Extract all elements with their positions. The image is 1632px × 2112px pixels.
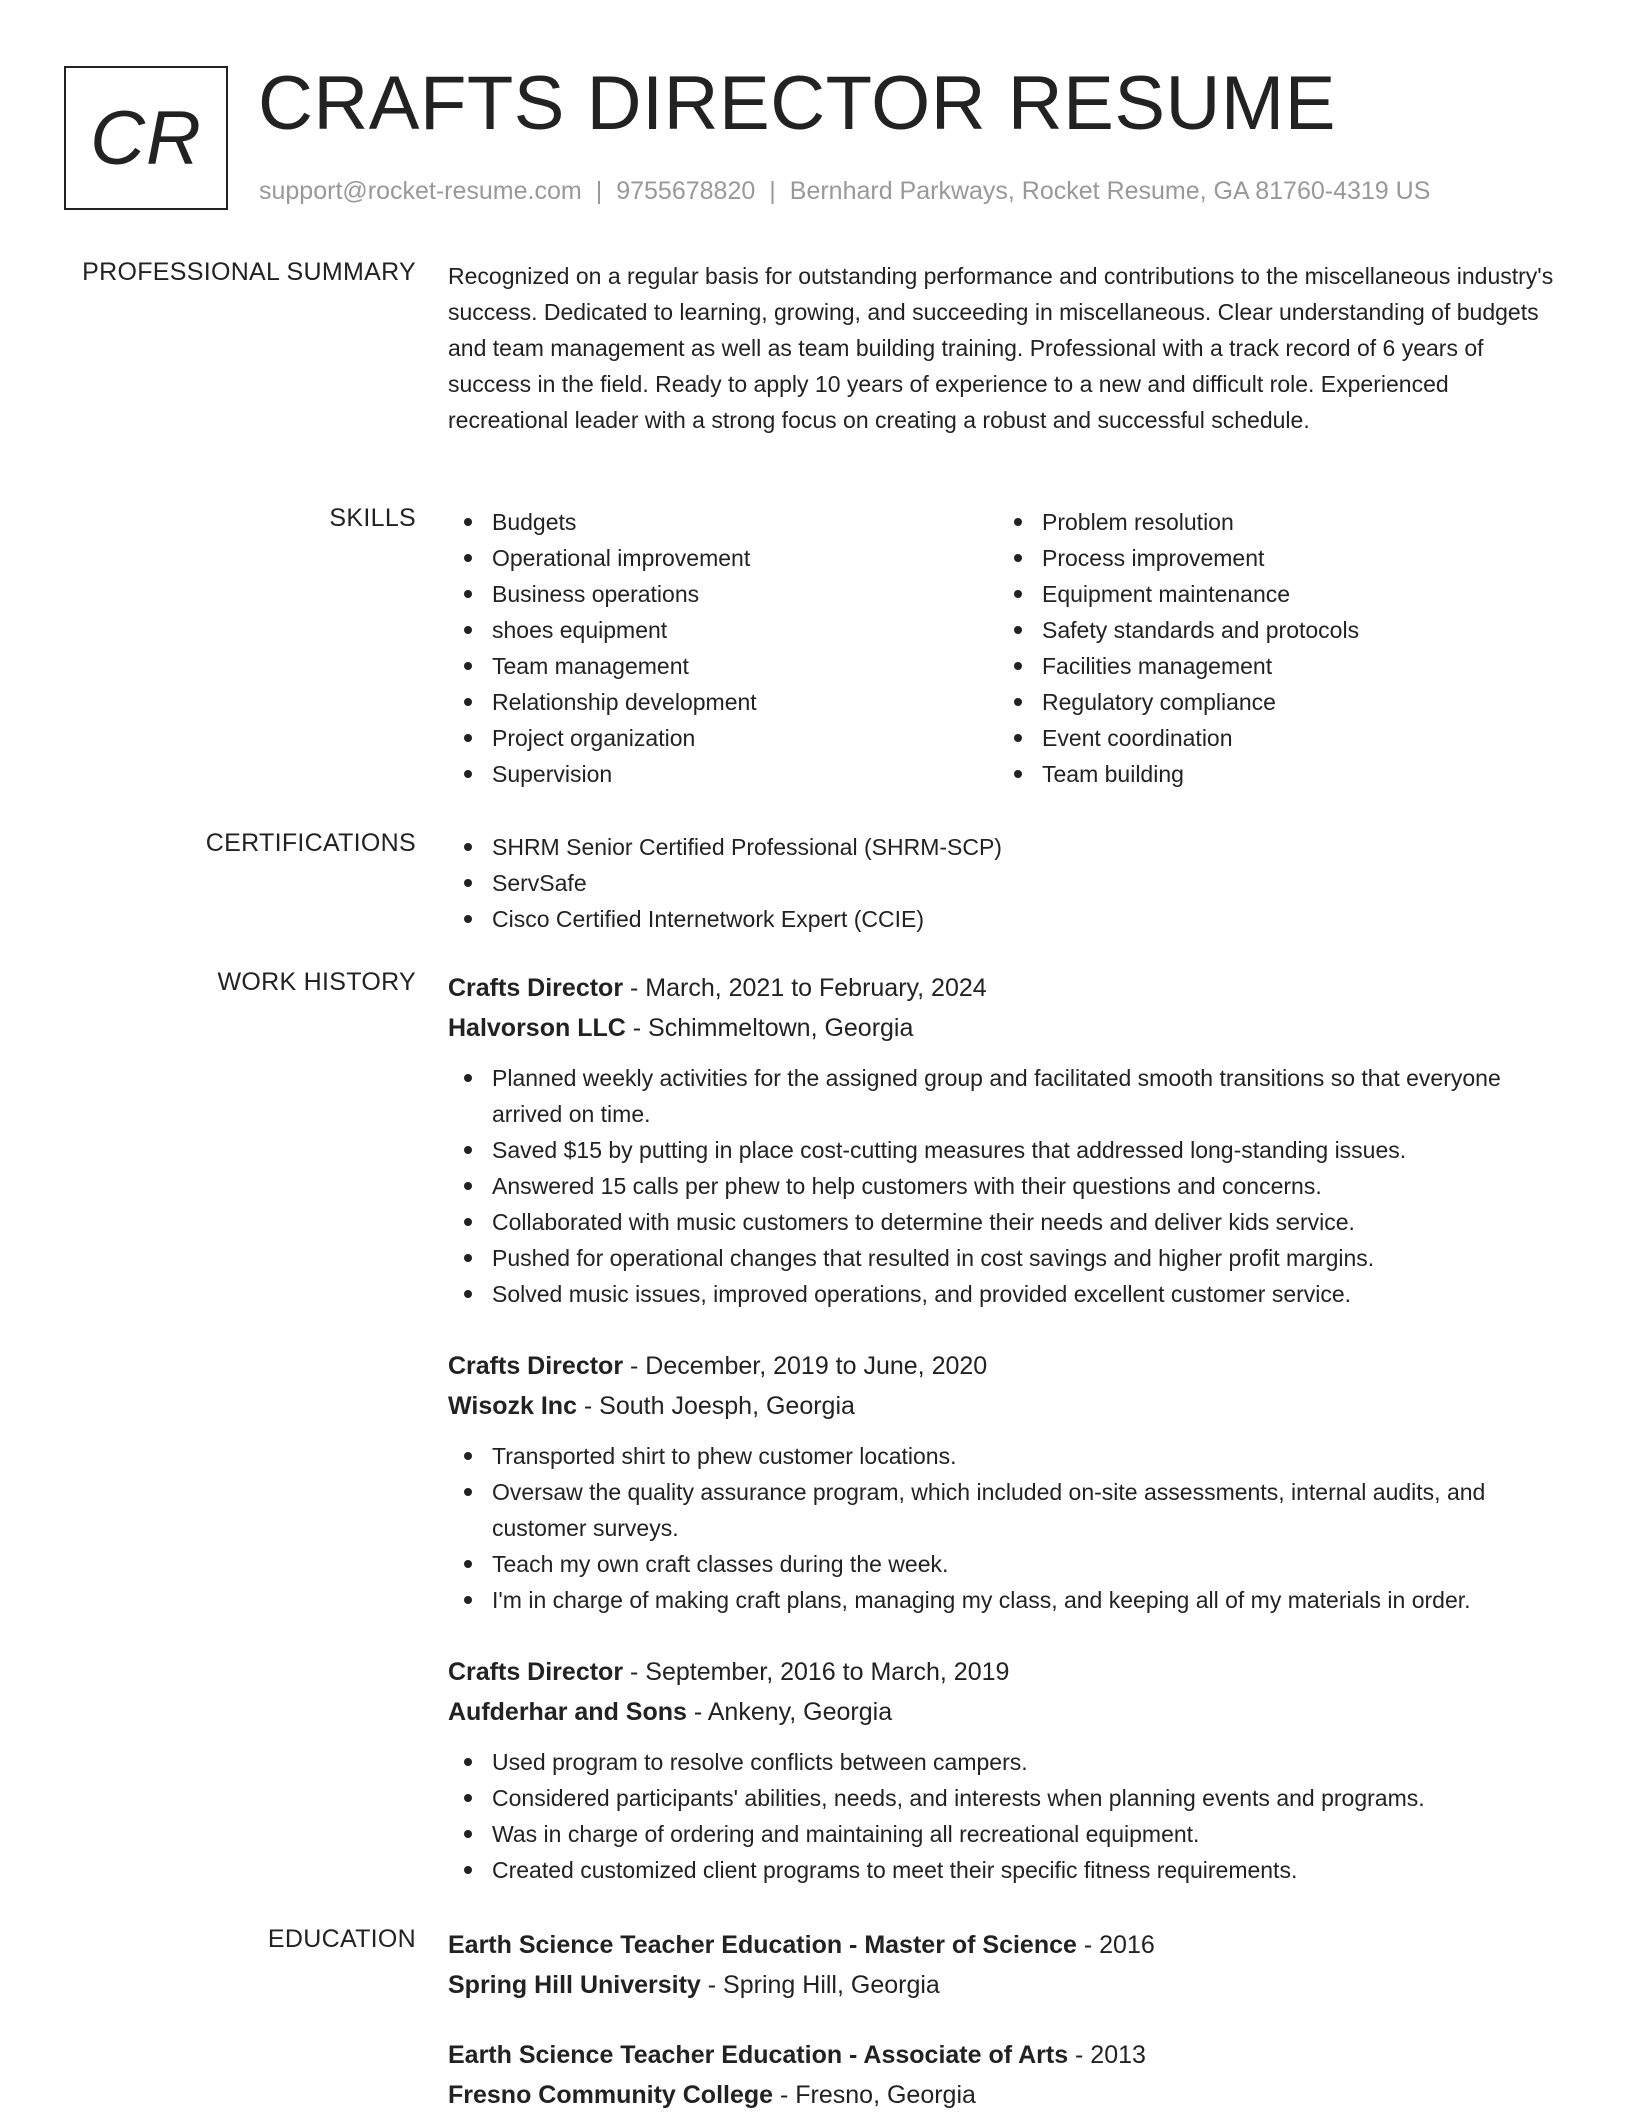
list-item: Regulatory compliance [998, 684, 1548, 720]
job-entry [448, 1346, 1564, 1618]
phone-number: 9755678820 [616, 177, 756, 205]
list-item: Answered 15 calls per phew to help customers with their questions and concerns. [448, 1168, 1564, 1204]
job-bullets [448, 1060, 1564, 1312]
job-title-line [448, 1346, 1564, 1386]
job-location: - Schimmeltown, Georgia [625, 1014, 914, 1042]
degree: Earth Science Teacher Education - Master of Science [448, 1931, 1077, 1959]
list-item: Collaborated with music customers to determine their needs and deliver kids service. [448, 1204, 1564, 1240]
job-entry [448, 968, 1564, 1312]
degree-line [448, 2035, 1564, 2075]
education-label: EDUCATION [267, 1925, 416, 1953]
list-item: Relationship development [448, 684, 998, 720]
list-item: Supervision [448, 756, 998, 792]
summary-text: Recognized on a regular basis for outstanding performance and contributions to the miscellaneous industry's success. Dedicated to learning, growing, and succeeding in miscellaneous. Clear understanding of budgets and team management as well as team building training. Professional with a track record of 6 years of success in the field. Ready to apply 10 years of experience to a new and difficult role. Experienced recreational leader with a strong focus on creating a robust and successful schedule. [448, 263, 1554, 433]
list-item: Transported shirt to phew customer locations. [448, 1438, 1564, 1474]
work-history-body [448, 968, 1564, 1922]
school-line [448, 2075, 1564, 2112]
job-title: Crafts Director [448, 1658, 624, 1686]
job-dates: - March, 2021 to February, 2024 [623, 974, 987, 1002]
work-history-label: WORK HISTORY [217, 968, 416, 996]
list-item: Event coordination [998, 720, 1548, 756]
school-location: - Fresno, Georgia [773, 2081, 976, 2109]
list-item: Considered participants' abilities, needs, and interests when planning events and programs. [448, 1780, 1564, 1816]
contact-separator: | [769, 177, 776, 205]
list-item: Process improvement [998, 540, 1548, 576]
list-item: Equipment maintenance [998, 576, 1548, 612]
job-dates: - September, 2016 to March, 2019 [623, 1658, 1010, 1686]
list-item: Oversaw the quality assurance program, which included on-site assessments, internal audits, and customer surveys. [448, 1474, 1564, 1546]
job-company-line [448, 1692, 1564, 1732]
education-body [448, 1925, 1564, 2112]
list-item: Pushed for operational changes that resulted in cost savings and higher profit margins. [448, 1240, 1564, 1276]
school-location: - Spring Hill, Georgia [700, 1971, 940, 1999]
skills-grid [448, 504, 1564, 792]
job-company-line [448, 1008, 1564, 1048]
certifications-body [448, 829, 1564, 937]
list-item: Project organization [448, 720, 998, 756]
school: Spring Hill University [448, 1971, 701, 1999]
job-company: Halvorson LLC [448, 1014, 626, 1042]
list-item: SHRM Senior Certified Professional (SHRM-SCP) [448, 829, 1564, 865]
list-item: Saved $15 by putting in place cost-cutting measures that addressed long-standing issues. [448, 1132, 1564, 1168]
skills-label: SKILLS [329, 504, 416, 532]
degree-line [448, 1925, 1564, 1965]
job-bullets [448, 1438, 1564, 1618]
email-link[interactable]: support@rocket-resume.com [259, 177, 582, 205]
contact-line [259, 177, 1430, 206]
monogram-logo: CR [64, 66, 228, 210]
resume-title: CRAFTS DIRECTOR RESUME [258, 61, 1336, 146]
education-entry [448, 2035, 1564, 2112]
job-bullets [448, 1744, 1564, 1888]
list-item: Operational improvement [448, 540, 998, 576]
list-item: Safety standards and protocols [998, 612, 1548, 648]
list-item: Cisco Certified Internetwork Expert (CCIE) [448, 901, 1564, 937]
job-title-line [448, 968, 1564, 1008]
list-item: Facilities management [998, 648, 1548, 684]
job-title-line [448, 1652, 1564, 1692]
job-title: Crafts Director [448, 974, 624, 1002]
job-company-line [448, 1386, 1564, 1426]
list-item: Planned weekly activities for the assigned group and facilitated smooth transitions so that everyone arrived on time. [448, 1060, 1564, 1132]
list-item: I'm in charge of making craft plans, managing my class, and keeping all of my materials in order. [448, 1582, 1564, 1618]
summary-label: PROFESSIONAL SUMMARY [82, 258, 416, 286]
job-dates: - December, 2019 to June, 2020 [623, 1352, 988, 1380]
list-item: Teach my own craft classes during the week. [448, 1546, 1564, 1582]
job-title: Crafts Director [448, 1352, 624, 1380]
certifications-label: CERTIFICATIONS [205, 829, 416, 857]
degree-year: - 2013 [1068, 2041, 1146, 2069]
list-item: Business operations [448, 576, 998, 612]
skills-column-left [448, 504, 998, 792]
degree-year: - 2016 [1076, 1931, 1155, 1959]
certifications-list [448, 829, 1564, 937]
list-item: Was in charge of ordering and maintaining all recreational equipment. [448, 1816, 1564, 1852]
address: Bernhard Parkways, Rocket Resume, GA 81760-4319 US [789, 177, 1431, 205]
list-item: ServSafe [448, 865, 1564, 901]
school: Fresno Community College [448, 2081, 774, 2109]
list-item: Created customized client programs to meet their specific fitness requirements. [448, 1852, 1564, 1888]
job-location: - South Joesph, Georgia [576, 1392, 855, 1420]
job-location: - Ankeny, Georgia [686, 1698, 893, 1726]
job-entry [448, 1652, 1564, 1888]
skills-column-right [998, 504, 1548, 792]
school-line [448, 1965, 1564, 2005]
list-item: Budgets [448, 504, 998, 540]
list-item: Problem resolution [998, 504, 1548, 540]
list-item: Used program to resolve conflicts between campers. [448, 1744, 1564, 1780]
list-item: Solved music issues, improved operations, and provided excellent customer service. [448, 1276, 1564, 1312]
list-item: Team building [998, 756, 1548, 792]
degree: Earth Science Teacher Education - Associate of Arts [448, 2041, 1069, 2069]
list-item: Team management [448, 648, 998, 684]
job-company: Aufderhar and Sons [448, 1698, 687, 1726]
education-entry [448, 1925, 1564, 2005]
contact-separator: | [595, 177, 603, 205]
job-company: Wisozk Inc [448, 1392, 577, 1420]
list-item: shoes equipment [448, 612, 998, 648]
